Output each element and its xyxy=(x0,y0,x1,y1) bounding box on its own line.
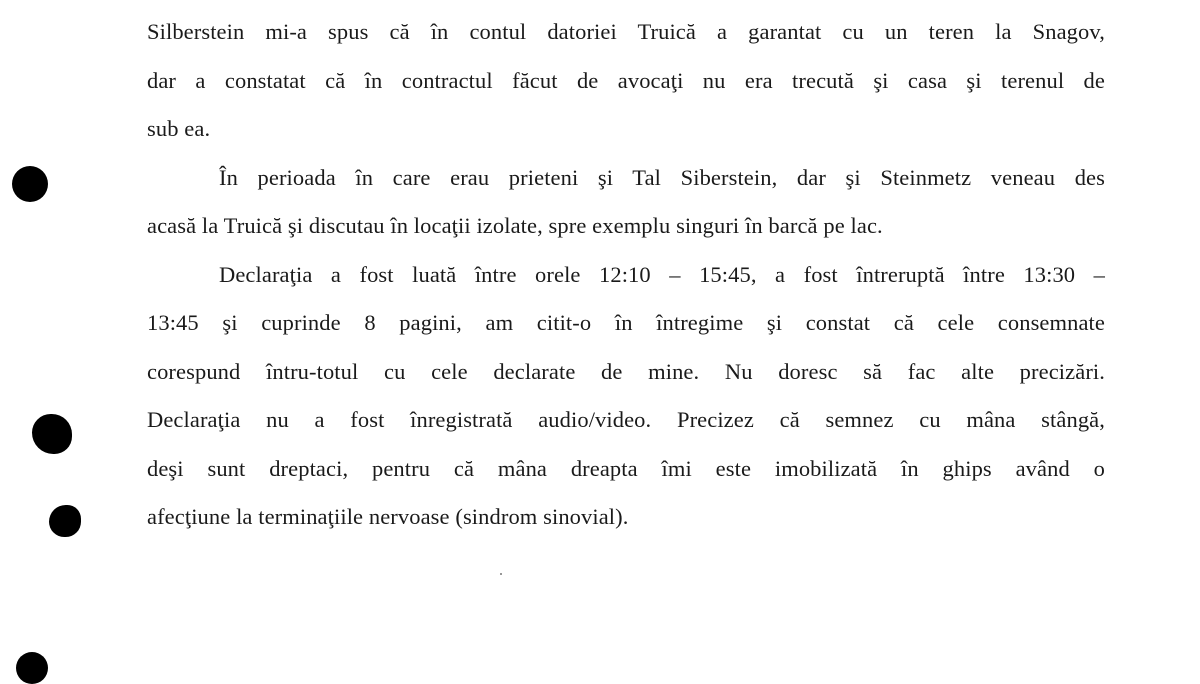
text-line: sub ea. xyxy=(147,116,211,141)
text-line: acasă la Truică şi discutau în locaţii izolate, spre exemplu singuri în barcă pe lac. xyxy=(147,213,883,238)
text-line: Declaraţia a fost luată între orele 12:10 – 15:45, a fost întreruptă între 13:30 – xyxy=(219,261,1105,287)
punch-hole-lower xyxy=(49,505,81,537)
text-line: Silberstein mi-a spus că în contul datoriei Truică a garantat cu un teren la Snagov, xyxy=(147,19,1105,44)
paragraph-2 xyxy=(147,154,1105,251)
paragraph-1 xyxy=(147,8,1105,154)
text-line: afecţiune la terminaţiile nervoase (sindrom sinovial). xyxy=(147,504,629,529)
text-line: corespund întru-totul cu cele declarate de mine. Nu doresc să fac alte precizări. xyxy=(147,358,1105,384)
text-line: Declaraţia nu a fost înregistrată audio/video. Precizez că semnez cu mâna stângă, xyxy=(147,407,1105,432)
punch-hole-middle xyxy=(32,414,72,454)
paragraph-3 xyxy=(147,251,1105,542)
punch-hole-bottom xyxy=(16,652,48,684)
text-line: dar a constatat că în contractul făcut de avocaţi nu era trecută şi casa şi terenul de xyxy=(147,67,1105,93)
scan-speck xyxy=(500,573,502,575)
text-line: deşi sunt dreptaci, pentru că mâna dreapta îmi este imobilizată în ghips având o xyxy=(147,455,1105,481)
punch-hole-top xyxy=(12,166,48,202)
text-line: 13:45 şi cuprinde 8 pagini, am citit-o în întregime şi constat că cele consemnate xyxy=(147,310,1105,335)
text-line: În perioada în care erau prieteni şi Tal Siberstein, dar şi Steinmetz veneau des xyxy=(219,164,1105,190)
document-body xyxy=(147,8,1105,542)
